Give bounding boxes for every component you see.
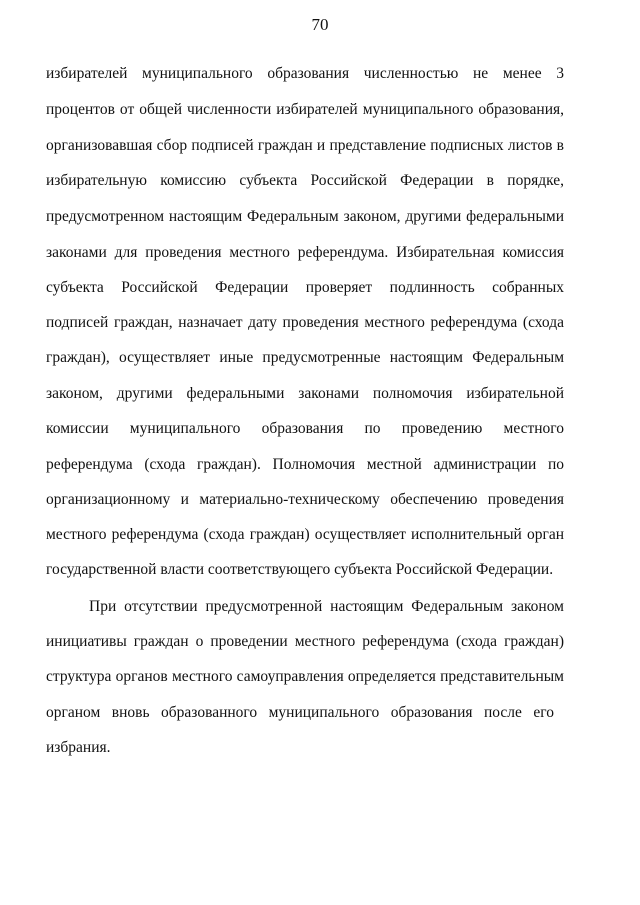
paragraph-line: подписей граждан, назначает дату проведения местного референдума (схода: [46, 314, 564, 331]
page-number: 70: [311, 15, 329, 34]
paragraph-line: организовавшая сбор подписей граждан и представление подписных листов в: [46, 137, 564, 154]
paragraph-line: инициативы граждан о проведении местного референдума (схода граждан): [46, 633, 564, 650]
paragraph-line: законами для проведения местного референдума. Избирательная комиссия: [46, 244, 564, 261]
paragraph-line: субъекта Российской Федерации проверяет подлинность собранных: [46, 279, 564, 296]
paragraph-line: избрания.: [46, 739, 111, 756]
paragraph-line: процентов от общей численности избирателей муниципального образования,: [46, 101, 564, 118]
paragraph-line: комиссии муниципального образования по проведению местного: [46, 420, 564, 437]
paragraph-line: государственной власти соответствующего субъекта Российской Федерации.: [46, 561, 554, 578]
paragraph-line: При отсутствии предусмотренной настоящим Федеральным законом: [89, 598, 564, 615]
paragraph-line: органом вновь образованного муниципального образования после его: [46, 704, 554, 721]
paragraph-line: граждан), осуществляет иные предусмотренные настоящим Федеральным: [46, 349, 564, 366]
paragraph-line: референдума (схода граждан). Полномочия местной администрации по: [46, 456, 564, 473]
paragraph-line: законом, другими федеральными законами полномочия избирательной: [46, 385, 564, 402]
paragraph-line: организационному и материально-техническому обеспечению проведения: [46, 491, 564, 508]
paragraph-line: избирателей муниципального образования численностью не менее 3: [46, 65, 564, 82]
paragraph-line: структура органов местного самоуправления определяется представительным: [46, 668, 564, 685]
paragraph-line: избирательную комиссию субъекта Российской Федерации в порядке,: [46, 172, 564, 189]
paragraph-line: местного референдума (схода граждан) осуществляет исполнительный орган: [46, 526, 564, 543]
paragraph-line: предусмотренном настоящим Федеральным законом, другими федеральными: [46, 208, 564, 225]
